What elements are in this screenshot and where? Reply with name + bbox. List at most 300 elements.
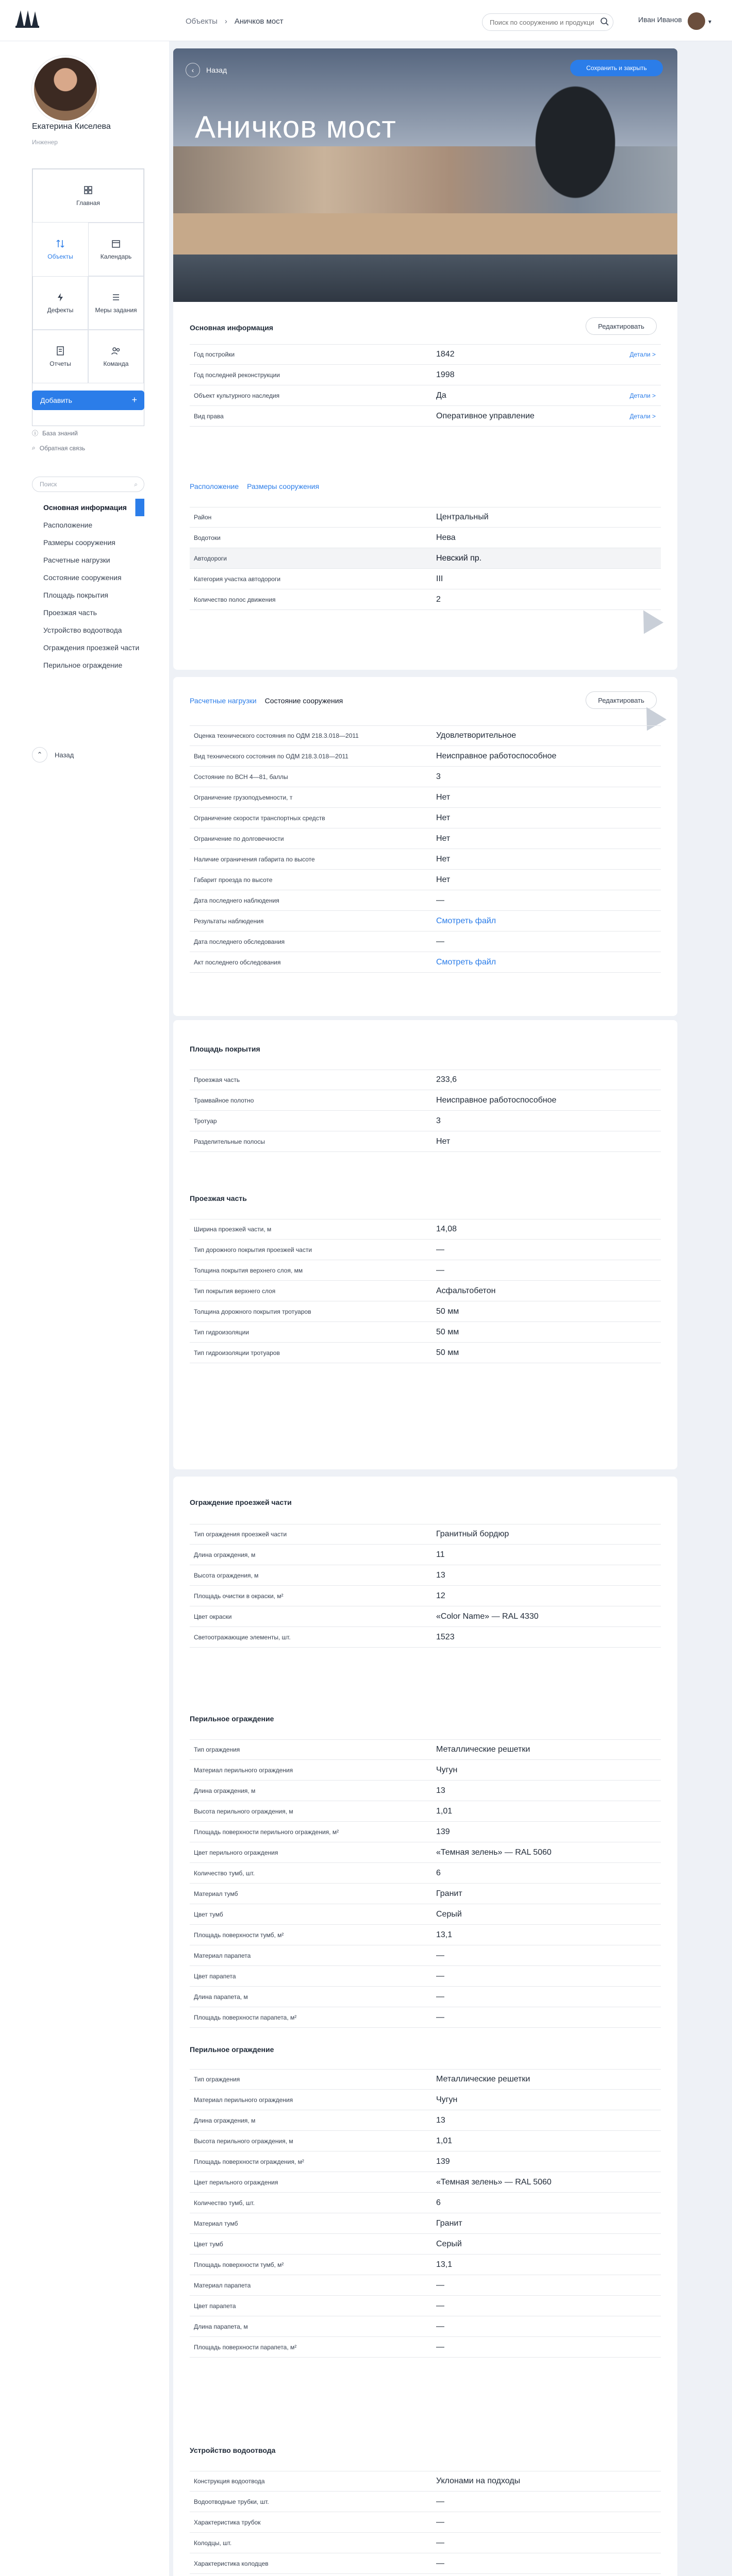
coverage-list <box>190 1070 661 1152</box>
row-label: Площадь поверхности ограждения, м² <box>194 2158 304 2165</box>
info-row <box>190 385 661 406</box>
row-value: 1523 <box>436 1632 455 1641</box>
info-row <box>190 849 661 870</box>
row-label: Дата последнего обследования <box>194 938 285 945</box>
tile-defects[interactable] <box>32 276 88 330</box>
view-file-link[interactable]: Смотреть файл <box>436 957 496 967</box>
row-value: Нет <box>436 813 451 822</box>
hero-image-water <box>173 255 677 302</box>
row-value: — <box>436 1951 444 1960</box>
nav-item-drainage[interactable]: Устройство водоотвода <box>43 626 122 634</box>
info-row <box>190 528 661 548</box>
search-input[interactable] <box>482 13 613 31</box>
nav-item-condition[interactable]: Состояние сооружения <box>43 573 122 582</box>
nav-item-location[interactable]: Расположение <box>43 521 93 529</box>
row-value: 1,01 <box>436 1806 453 1816</box>
info-row <box>190 808 661 828</box>
row-label: Год постройки <box>194 351 235 358</box>
info-row <box>190 931 661 952</box>
row-value: 6 <box>436 2198 441 2207</box>
location-list <box>190 507 661 610</box>
row-label: Категория участка автодороги <box>194 575 281 583</box>
tab-condition[interactable]: Состояние сооружения <box>264 697 343 705</box>
row-label: Площадь поверхности парапета, м² <box>194 2013 297 2021</box>
row-value: Неисправное работоспособное <box>436 1095 557 1105</box>
tile-label: Команда <box>103 360 129 367</box>
row-value: — <box>436 2280 444 2290</box>
basic-info-list <box>190 344 661 427</box>
tile-home[interactable] <box>32 169 144 223</box>
row-value: Серый <box>436 1909 462 1919</box>
info-row <box>190 2234 661 2255</box>
info-row <box>190 2151 661 2172</box>
row-label: Тип гидроизоляции тротуаров <box>194 1349 280 1357</box>
row-label: Оценка технического состояния по ОДМ 218.3.018—2011 <box>194 732 359 739</box>
info-row <box>190 870 661 890</box>
tile-label: Объекты <box>47 253 73 260</box>
chevron-left-icon: ‹ <box>186 63 200 77</box>
info-row <box>190 365 661 385</box>
row-value: 13,1 <box>436 1930 453 1939</box>
row-label: Площадь поверхности тумб, м² <box>194 1931 284 1939</box>
nav-item-dimensions[interactable]: Размеры сооружения <box>43 538 115 547</box>
info-row <box>190 1627 661 1648</box>
tab-location[interactable]: Расположение <box>190 482 239 490</box>
row-label: Площадь очистки в окраски, м² <box>194 1592 284 1600</box>
row-label: Колодцы, шт. <box>194 2539 232 2547</box>
nav-item-railing[interactable]: Перильное ограждение <box>43 661 123 669</box>
info-row <box>190 1781 661 1801</box>
plus-icon: + <box>131 395 137 405</box>
row-label: Объект культурного наследия <box>194 392 280 399</box>
user-avatar[interactable] <box>688 12 705 30</box>
back-label: Назад <box>55 751 74 759</box>
info-row <box>190 1801 661 1822</box>
row-value: 139 <box>436 2157 450 2166</box>
row-label: Тип дорожного покрытия проезжей части <box>194 1246 312 1253</box>
row-label: Цвет тумб <box>194 2240 223 2248</box>
info-row <box>190 2337 661 2358</box>
tile-objects[interactable] <box>32 223 88 276</box>
row-label: Материал парапета <box>194 2281 251 2289</box>
info-row <box>190 2172 661 2193</box>
section-title-coverage: Площадь покрытия <box>190 1045 260 1053</box>
row-label: Цвет окраски <box>194 1613 232 1620</box>
row-value: 13,1 <box>436 2260 453 2269</box>
section-title-railing-2: Перильное ограждение <box>190 2045 274 2054</box>
row-value: Чугун <box>436 2095 458 2104</box>
row-value: Нет <box>436 1137 451 1146</box>
info-row <box>190 2296 661 2316</box>
row-label: Характеристика трубок <box>194 2518 261 2526</box>
info-row <box>190 767 661 787</box>
info-row <box>190 911 661 931</box>
row-label: Длина ограждения, м <box>194 2116 256 2124</box>
row-value: 13 <box>436 1786 445 1795</box>
row-value: 139 <box>436 1827 450 1836</box>
sidebar-back-button[interactable] <box>32 747 74 762</box>
railing-2-list <box>190 2069 661 2358</box>
row-value: — <box>436 2321 444 2331</box>
info-row <box>190 1842 661 1863</box>
row-value: Гранит <box>436 1889 462 1898</box>
fences-card <box>173 1477 677 2576</box>
info-row <box>190 1301 661 1322</box>
add-button[interactable] <box>32 391 144 410</box>
breadcrumb-separator: › <box>224 17 227 26</box>
info-row <box>190 1343 661 1363</box>
save-close-button[interactable]: Сохранить и закрыть <box>570 60 663 76</box>
row-label: Результаты наблюдения <box>194 917 264 925</box>
info-icon: ⓘ <box>32 430 39 437</box>
row-label: Материал перильного ограждения <box>194 1766 293 1774</box>
row-label: Акт последнего обследования <box>194 958 281 966</box>
row-value: Серый <box>436 2239 462 2248</box>
info-row <box>190 952 661 973</box>
row-value: Нет <box>436 834 451 843</box>
fence-list <box>190 1524 661 1648</box>
row-label: Состояние по ВСН 4—81, баллы <box>194 773 288 781</box>
info-row <box>190 1863 661 1884</box>
report-icon <box>55 346 65 356</box>
row-label: Толщина покрытия верхнего слоя, мм <box>194 1266 303 1274</box>
chevron-up-icon: ⌃ <box>32 747 47 762</box>
row-label: Длина парапета, м <box>194 1993 248 2001</box>
info-row <box>190 1925 661 1945</box>
info-row <box>190 2007 661 2028</box>
info-row <box>190 1090 661 1111</box>
feedback-link[interactable] <box>32 444 85 452</box>
info-row <box>190 2069 661 2090</box>
row-value: — <box>436 2497 444 2506</box>
info-row <box>190 1322 661 1343</box>
row-label: Разделительные полосы <box>194 1138 265 1145</box>
row-value: «Темная зелень» — RAL 5060 <box>436 1848 552 1857</box>
row-label: Цвет парапета <box>194 2302 236 2310</box>
tile-label: Дефекты <box>47 307 74 314</box>
row-label: Цвет перильного ограждения <box>194 1849 278 1856</box>
row-value: — <box>436 2342 444 2351</box>
row-label: Конструкция водоотвода <box>194 2478 265 2485</box>
row-label: Водоотводные трубки, шт. <box>194 2498 269 2505</box>
info-row <box>190 1545 661 1565</box>
hero-banner <box>173 48 677 302</box>
row-value: — <box>436 1245 444 1254</box>
tile-label: Календарь <box>100 253 132 260</box>
row-label: Тип ограждения <box>194 2076 240 2083</box>
info-row <box>190 1739 661 1760</box>
row-value: — <box>436 937 444 946</box>
row-value: — <box>436 2301 444 2310</box>
row-label: Тротуар <box>194 1117 217 1125</box>
info-row <box>190 1884 661 1904</box>
tab-dimensions[interactable]: Размеры сооружения <box>247 482 320 490</box>
row-value: — <box>436 2012 444 2022</box>
row-value: 12 <box>436 1591 445 1600</box>
details-link[interactable]: Детали > <box>629 412 656 420</box>
knowledge-base-label: База знаний <box>42 429 78 437</box>
row-label: Площадь поверхности парапета, м² <box>194 2343 297 2351</box>
tile-tasks[interactable] <box>88 276 144 330</box>
row-value: — <box>436 1992 444 2001</box>
search-icon: ⌕ <box>134 481 138 488</box>
info-row <box>190 589 661 610</box>
row-label: Количество тумб, шт. <box>194 2199 255 2207</box>
row-value: 1998 <box>436 370 455 379</box>
row-label: Площадь поверхности тумб, м² <box>194 2261 284 2268</box>
row-label: Материал тумб <box>194 1890 238 1897</box>
row-label: Высота перильного ограждения, м <box>194 1807 293 1815</box>
logo-icon[interactable] <box>11 5 42 32</box>
row-value: Неисправное работоспособное <box>436 751 557 760</box>
info-row <box>190 2316 661 2337</box>
info-row-hovered[interactable] <box>190 548 661 569</box>
nav-item-loads[interactable]: Расчетные нагрузки <box>43 556 110 564</box>
info-row <box>190 1904 661 1925</box>
info-row <box>190 1240 661 1260</box>
bolt-icon <box>55 292 65 302</box>
info-row <box>190 1131 661 1152</box>
view-file-link[interactable]: Смотреть файл <box>436 916 496 925</box>
location-tabs <box>190 482 319 490</box>
info-row <box>190 1565 661 1586</box>
info-row <box>190 507 661 528</box>
tile-calendar[interactable] <box>88 223 144 276</box>
row-label: Цвет тумб <box>194 1910 223 1918</box>
details-link[interactable]: Детали > <box>629 392 656 399</box>
row-label: Тип гидроизоляции <box>194 1328 249 1336</box>
row-value: Нет <box>436 875 451 884</box>
row-value: 3 <box>436 1116 441 1125</box>
row-label: Цвет перильного ограждения <box>194 2178 278 2186</box>
info-row <box>190 2492 661 2512</box>
info-row <box>190 2275 661 2296</box>
row-value: 3 <box>436 772 441 781</box>
row-value: Чугун <box>436 1765 458 1774</box>
row-value: — <box>436 895 444 905</box>
info-row <box>190 2471 661 2492</box>
info-row <box>190 1260 661 1281</box>
info-row <box>190 1966 661 1987</box>
info-row <box>190 2110 661 2131</box>
row-value: 233,6 <box>436 1075 457 1084</box>
row-value: — <box>436 1971 444 1980</box>
top-bar <box>0 0 732 41</box>
row-label: Водотоки <box>194 534 221 541</box>
info-row <box>190 2553 661 2574</box>
row-label: Ограничение по долговечности <box>194 835 284 842</box>
row-value: 11 <box>436 1550 445 1559</box>
row-value: Оперативное управление <box>436 411 535 420</box>
info-row <box>190 890 661 911</box>
row-value: Нева <box>436 533 456 542</box>
hero-back-button[interactable] <box>186 63 227 77</box>
info-row <box>190 1281 661 1301</box>
swap-icon <box>55 239 65 249</box>
edit-button-basic[interactable]: Редактировать <box>586 317 657 335</box>
row-label: Светоотражающие элементы, шт. <box>194 1633 291 1641</box>
info-row <box>190 1606 661 1627</box>
tile-label: Главная <box>76 199 100 207</box>
row-value: 50 мм <box>436 1307 459 1316</box>
row-value: 14,08 <box>436 1225 457 1233</box>
row-label: Длина ограждения, м <box>194 1787 256 1794</box>
row-value: Металлические решетки <box>436 2075 530 2083</box>
search-icon: ⌕ <box>32 444 36 451</box>
row-value: 50 мм <box>436 1327 459 1336</box>
info-row <box>190 746 661 767</box>
row-label: Материал тумб <box>194 2219 238 2227</box>
row-value: — <box>436 2517 444 2527</box>
search-icon[interactable] <box>600 17 609 26</box>
row-value: «Темная зелень» — RAL 5060 <box>436 2177 552 2187</box>
info-row <box>190 1822 661 1842</box>
row-value: Асфальтобетон <box>436 1286 496 1295</box>
module-tiles <box>32 168 144 426</box>
details-link[interactable]: Детали > <box>629 351 656 358</box>
row-label: Характеристика колодцев <box>194 2560 269 2567</box>
row-label: Толщина дорожного покрытия тротуаров <box>194 1308 311 1315</box>
tile-reports[interactable] <box>32 330 88 383</box>
info-row <box>190 2574 661 2576</box>
basic-info-card <box>173 302 677 670</box>
info-row <box>190 2255 661 2275</box>
row-value: — <box>436 2538 444 2547</box>
row-label: Высота перильного ограждения, м <box>194 2137 293 2145</box>
row-label: Ограничение грузоподъемности, т <box>194 793 293 801</box>
row-label: Дата последнего наблюдения <box>194 896 279 904</box>
row-label: Вид права <box>194 412 224 420</box>
row-value: Металлические решетки <box>436 1745 530 1754</box>
info-row <box>190 406 661 427</box>
row-value: 2 <box>436 595 441 604</box>
loads-tabs <box>190 697 343 705</box>
edit-button-loads[interactable]: Редактировать <box>586 691 657 709</box>
row-value: Удовлетворительное <box>436 731 517 740</box>
row-label: Тип ограждения <box>194 1746 240 1753</box>
breadcrumb-item-objects[interactable]: Объекты <box>186 17 218 26</box>
row-label: Длина ограждения, м <box>194 1551 256 1558</box>
row-label: Длина парапета, м <box>194 2323 248 2330</box>
row-label: Ширина проезжей части, м <box>194 1226 272 1233</box>
row-value: — <box>436 2558 444 2568</box>
section-title-roadway: Проезжая часть <box>190 1194 247 1202</box>
row-label: Количество полос движения <box>194 596 276 603</box>
tab-loads[interactable]: Расчетные нагрузки <box>190 697 257 705</box>
row-value: 13 <box>436 1570 445 1580</box>
info-row <box>190 2213 661 2234</box>
info-row <box>190 569 661 589</box>
row-label: Цвет парапета <box>194 1972 236 1980</box>
list-icon <box>111 292 121 302</box>
tile-label: Отчеты <box>49 360 71 367</box>
row-label: Район <box>194 514 212 521</box>
profile-role: Инженер <box>32 139 58 146</box>
loads-list <box>190 725 661 973</box>
row-label: Тип ограждения проезжей части <box>194 1531 287 1538</box>
add-button-label: Добавить <box>40 396 72 404</box>
railing-1-list <box>190 1739 661 2028</box>
hero-back-label: Назад <box>206 66 227 74</box>
nav-item-road-fence[interactable]: Ограждения проезжей части <box>43 643 140 652</box>
info-row <box>190 1219 661 1240</box>
row-value: Гранит <box>436 2218 462 2228</box>
section-title-drainage: Устройство водоотвода <box>190 2446 276 2454</box>
tile-team[interactable] <box>88 330 144 383</box>
chevron-down-icon[interactable]: ▾ <box>708 18 712 25</box>
row-value: 13 <box>436 2115 445 2125</box>
info-row <box>190 2512 661 2533</box>
row-value: Невский пр. <box>436 553 482 563</box>
info-row <box>190 787 661 808</box>
calendar-icon <box>111 239 121 249</box>
row-value: 1,01 <box>436 2136 453 2145</box>
breadcrumb <box>186 17 284 26</box>
row-value: Нет <box>436 792 451 802</box>
row-label: Габарит проезда по высоте <box>194 876 273 884</box>
row-label: Материал перильного ограждения <box>194 2096 293 2104</box>
info-row <box>190 1586 661 1606</box>
nav-item-coverage[interactable]: Площадь покрытия <box>43 591 108 599</box>
info-row <box>190 1945 661 1966</box>
nav-item-basic-info[interactable]: Основная информация <box>32 499 144 516</box>
row-value: Центральный <box>436 513 489 521</box>
home-icon <box>83 185 93 195</box>
row-value: «Color Name» — RAL 4330 <box>436 1612 539 1621</box>
info-row <box>190 2533 661 2553</box>
row-label: Год последней реконструкции <box>194 371 280 379</box>
section-filter-input[interactable] <box>32 477 144 492</box>
row-value: 50 мм <box>436 1348 459 1357</box>
row-value: — <box>436 1265 444 1275</box>
user-name[interactable]: Иван Иванов <box>638 15 682 24</box>
info-row <box>190 1524 661 1545</box>
team-icon <box>111 346 121 356</box>
avatar <box>32 56 99 123</box>
row-value: 1842 <box>436 350 455 359</box>
knowledge-base-link[interactable] <box>32 429 78 437</box>
section-title-basic: Основная информация <box>190 324 273 332</box>
row-value: 6 <box>436 1868 441 1877</box>
filter-placeholder: Поиск <box>40 481 57 488</box>
row-label: Площадь поверхности перильного ограждения, м² <box>194 1828 339 1836</box>
row-value: Гранитный бордюр <box>436 1530 509 1538</box>
hero-image-statue <box>513 84 637 229</box>
info-row <box>190 2193 661 2213</box>
row-label: Проезжая часть <box>194 1076 240 1083</box>
section-title-railing-1: Перильное ограждение <box>190 1715 274 1723</box>
drainage-list <box>190 2471 661 2576</box>
feedback-label: Обратная связь <box>39 444 86 452</box>
profile-name: Екатерина Киселева <box>32 122 111 131</box>
row-label: Высота ограждения, м <box>194 1571 259 1579</box>
row-label: Вид технического состояния по ОДМ 218.3.018—2011 <box>194 752 348 760</box>
row-value: Уклонами на подходы <box>436 2477 521 2485</box>
info-row <box>190 344 661 365</box>
row-value: Да <box>436 391 446 400</box>
tile-label: Меры задания <box>95 307 137 314</box>
nav-item-roadway[interactable]: Проезжая часть <box>43 608 97 617</box>
info-row <box>190 725 661 746</box>
info-row <box>190 828 661 849</box>
row-label: Материал парапета <box>194 1952 251 1959</box>
row-value: Нет <box>436 854 451 863</box>
row-label: Наличие ограничения габарита по высоте <box>194 855 315 863</box>
info-row <box>190 2131 661 2151</box>
info-row <box>190 1987 661 2007</box>
row-label: Тип покрытия верхнего слоя <box>194 1287 276 1295</box>
row-label: Количество тумб, шт. <box>194 1869 255 1877</box>
